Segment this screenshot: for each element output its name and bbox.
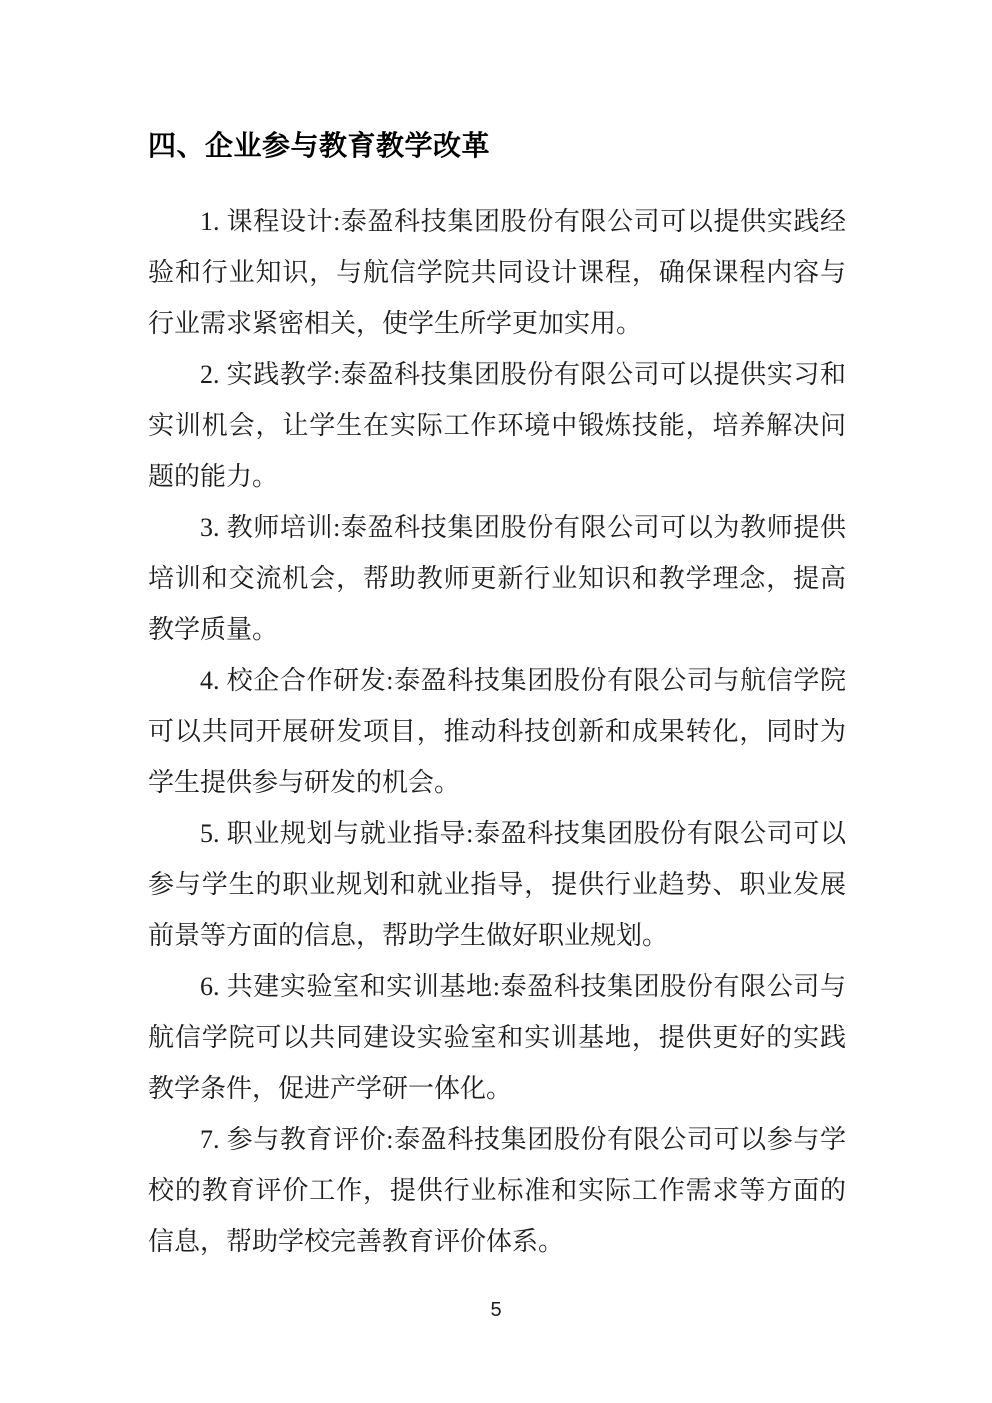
doc-paragraph-1: 1. 课程设计:泰盈科技集团股份有限公司可以提供实践经验和行业知识，与航信学院共同设计课程，确保课程内容与行业需求紧密相关，使学生所学更加实用。 <box>148 207 846 338</box>
page-number: 5 <box>490 1299 502 1321</box>
doc-paragraph-3: 3. 教师培训:泰盈科技集团股份有限公司可以为教师提供培训和交流机会，帮助教师更新行业知识和教学理念，提高教学质量。 <box>148 513 846 644</box>
paragraph-list <box>148 196 846 1267</box>
doc-paragraph-4: 4. 校企合作研发:泰盈科技集团股份有限公司与航信学院可以共同开展研发项目，推动科技创新和成果转化，同时为学生提供参与研发的机会。 <box>148 666 846 797</box>
doc-paragraph-5: 5. 职业规划与就业指导:泰盈科技集团股份有限公司可以参与学生的职业规划和就业指导，提供行业趋势、职业发展前景等方面的信息，帮助学生做好职业规划。 <box>148 819 846 950</box>
doc-paragraph-2: 2. 实践教学:泰盈科技集团股份有限公司可以提供实习和实训机会，让学生在实际工作环境中锻炼技能，培养解决问题的能力。 <box>148 360 846 491</box>
document-content <box>148 0 846 1267</box>
doc-paragraph-7: 7. 参与教育评价:泰盈科技集团股份有限公司可以参与学校的教育评价工作，提供行业标准和实际工作需求等方面的信息，帮助学校完善教育评价体系。 <box>148 1125 846 1256</box>
doc-paragraph-6: 6. 共建实验室和实训基地:泰盈科技集团股份有限公司与航信学院可以共同建设实验室和实训基地，提供更好的实践教学条件，促进产学研一体化。 <box>148 972 846 1103</box>
section-heading: 四、企业参与教育教学改革 <box>148 130 491 161</box>
